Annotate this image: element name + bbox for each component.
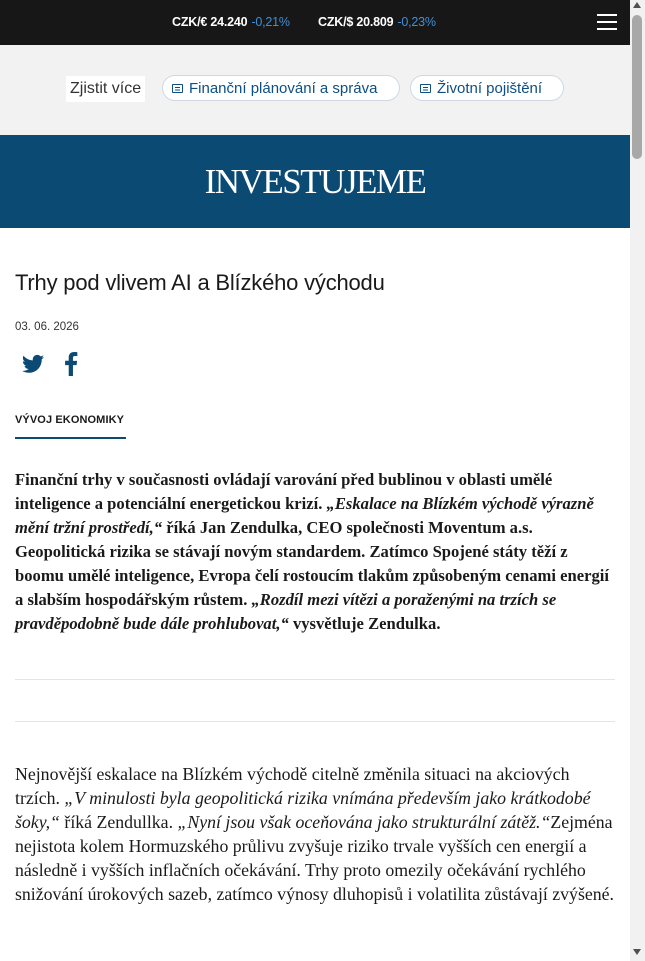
facebook-icon[interactable] — [64, 352, 78, 376]
article-icon — [420, 84, 431, 93]
ticker-usd — [318, 15, 436, 29]
link-life-insurance[interactable] — [410, 75, 564, 101]
twitter-icon[interactable] — [22, 354, 44, 374]
currency-ticker — [0, 0, 630, 45]
quote: „Nyní jsou však oceňována jako strukturální zátěž.“ — [177, 812, 551, 832]
link-financial-planning-label: Finanční plánování a správa — [189, 80, 378, 97]
link-life-insurance-label: Životní pojištění — [437, 80, 543, 97]
category-underline — [15, 437, 126, 439]
article-icon — [172, 84, 183, 93]
link-financial-planning[interactable] — [162, 75, 400, 101]
article-paragraph: Nejnovější eskalace na Blízkém východě citelně změnila situaci na akciových trzích. „V minulosti byla geopolitická rizika vnímána především jako krátkodobé šoky,“ říká Zendullka. „Nyní jsou však oceňována jako strukturální zátěž.“Zejména nejistota kolem Hormuzského průlivu zvyšuje riziko trvale vyšších cen energií a následně i vyšších inflačních očekávání. Trhy proto omezily očekávání rychlého snižování úrokových sazeb, zatímco výnosy dluhopisů i volatilita zůstávají zvýšené. — [15, 764, 614, 904]
quote: „V minulosti byla geopolitická rizika vnímána především jako krátkodobé šoky,“ — [15, 788, 591, 832]
brand-logo[interactable]: INVESTUJEME — [204, 162, 426, 201]
scrollbar-thumb[interactable] — [632, 15, 642, 159]
divider — [15, 679, 615, 680]
quote: „Rozdíl mezi vítězi a poraženými na trzích se pravděpodobně bude dále prohlubovat,“ — [15, 590, 557, 633]
article-lead: Finanční trhy v současnosti ovládají varování před bublinou v oblasti umělé inteligence a potenciální energetickou krizí. „Eskalace na Blízkém východě výrazně mění tržní prostředí,“ říká Jan Zendulka, CEO společnosti Moventum a.s. Geopolitická rizika se stávají novým standardem. Zatímco Spojené státy těží z boomu umělé inteligence, Evropa čelí rostoucím tlakům způsobeným cenami energií a slabším hospodářským růstem. „Rozdíl mezi vítězi a poraženými na trzích se pravděpodobně bude dále prohlubovat,“ vysvětluje Zendulka. — [15, 470, 609, 633]
ticker-eur-rate: CZK/€ 24.240 — [172, 15, 248, 29]
scroll-down-arrow-icon[interactable] — [633, 949, 641, 955]
quote: „Eskalace na Blízkém východě výrazně mění tržní prostředí,“ — [15, 494, 594, 537]
article-title: Trhy pod vlivem AI a Blízkého východu — [15, 270, 385, 295]
ticker-eur — [172, 15, 290, 29]
article-date: 03. 06. 2026 — [15, 321, 79, 333]
hamburger-menu-icon[interactable] — [597, 13, 617, 31]
category-link[interactable]: VÝVOJ EKONOMIKY — [15, 414, 125, 426]
ticker-usd-rate: CZK/$ 20.809 — [318, 15, 394, 29]
learn-more-label: Zjistit více — [66, 76, 145, 102]
scroll-up-arrow-icon[interactable] — [633, 2, 641, 8]
ticker-eur-change: -0,21% — [251, 15, 290, 29]
ticker-usd-change: -0,23% — [397, 15, 436, 29]
divider — [15, 721, 615, 722]
